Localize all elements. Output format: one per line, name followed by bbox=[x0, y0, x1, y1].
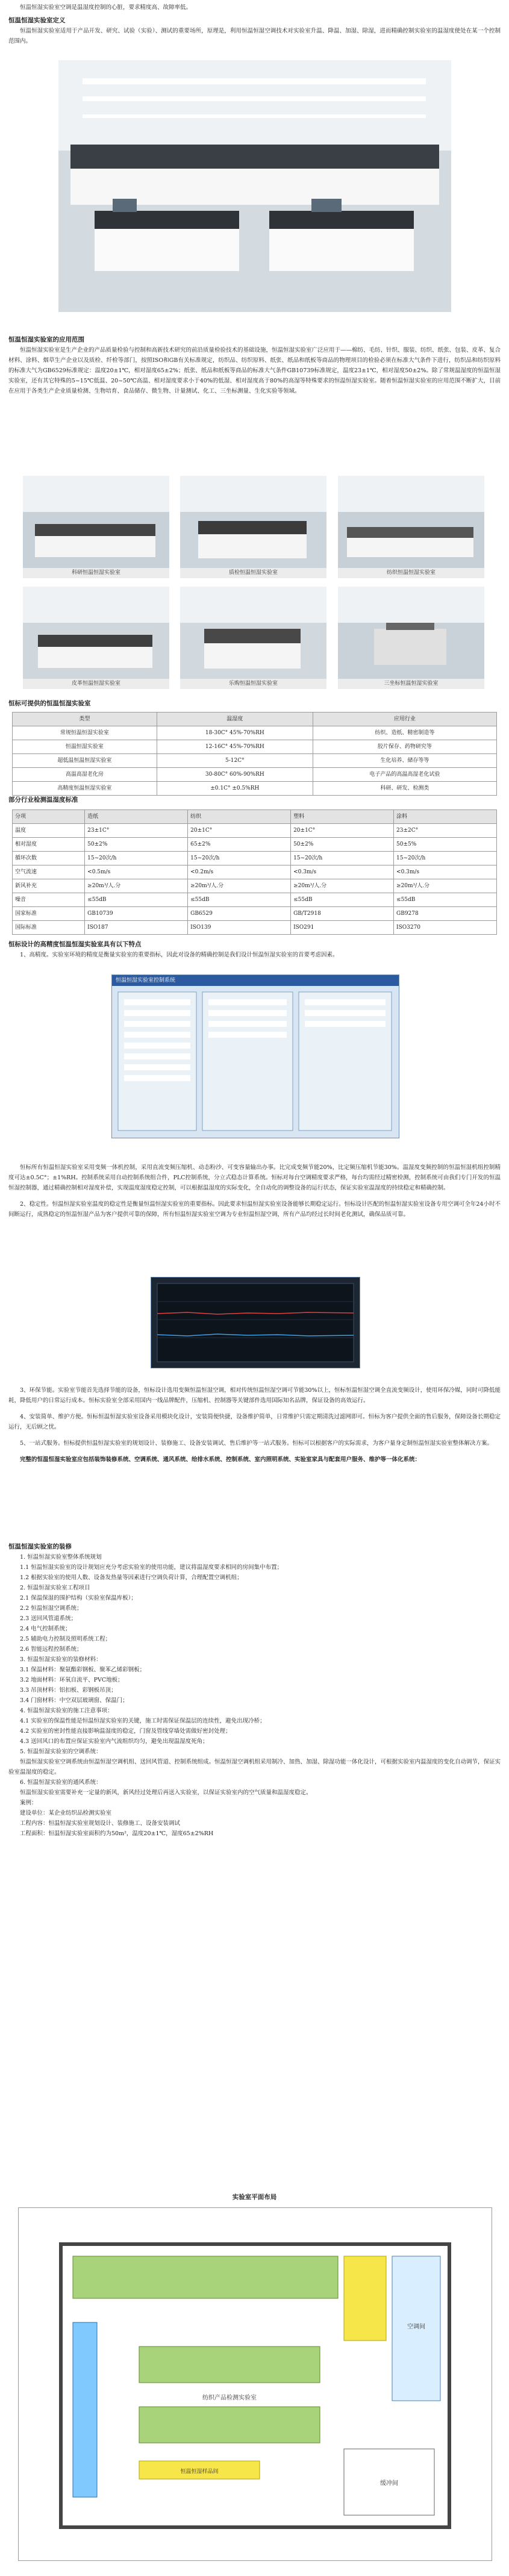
list-item: 2.2 恒温恒湿空调系统； bbox=[20, 1605, 83, 1612]
table-row: 高精度恒温恒湿实验室 ±0.1C° ±0.5%RH 科研、研发、检测类 bbox=[13, 782, 497, 796]
header-cell: 温湿度 bbox=[157, 713, 313, 726]
table-header-row bbox=[13, 713, 497, 726]
section-body: 恒温恒湿实验室是生产企业的产品质量检验与控制和高新技术研究的前沿质量检验技术的基础设施，恒温恒湿实验室广泛应用于——棉纺、毛纺、针织、服装、纺织、纸张、包装、皮革、复合材料、涂料、烟草生产企业以及质检、纤检等部门，按照ISO和GB有关标准规定，纺织品、纺织原料、纸张、纸品和纸板等商品的物理项目的检验必须在标准大气条件下进行，纺织品和纺织原料的标准大气为GB6529标准规定：温度20±1℃，相对湿度65±2%；纸张、纸品和纸板等商品的标准大气条件GB10739标准规定，温度23±1℃，相对湿度50±2%。除了常规温湿度的恒温恒湿实验室，还有其它特殊的5~15℃低温、20~50℃高温、相对湿度要求小于40%的低湿、相对湿度高于80%的高湿等特殊要求的恒温恒湿实验室。随着恒温恒湿实验室的应用范围不断扩大，目前在应用于各类生产企业质量检测、生物培育、食品储存、微生物、计量测试、化工、三坐标测量、生化实验等领域。 bbox=[8, 347, 501, 395]
table-row: 分项 造纸 纺织 塑料 涂料 bbox=[13, 810, 497, 824]
intro-paragraph: 恒温恒湿实验室空调是温湿度控制的心脏，要求精度高、故障率低。 bbox=[20, 4, 192, 11]
control-software-screenshot bbox=[111, 975, 399, 1138]
section-title: 恒温恒湿实验室的应用范围 bbox=[8, 336, 84, 343]
table-row: 超低温恒温恒湿实验室 5-12C° 生化培养、储存等等 bbox=[13, 754, 497, 768]
list-item: 恒温恒湿实验室空调系统由恒温恒湿空调机组、送回风管道、控制系统组成。恒温恒湿空调机组采用制冷、加热、加湿、除湿功能一体化设计，可根据实验室内温湿度的变化自动调节，保证实验室温湿度的稳定。 bbox=[8, 1759, 501, 1776]
list-item: 工程面积：恒温恒湿实验室面积约为50m²，温度20±1℃，湿度65±2%RH bbox=[20, 1830, 214, 1837]
standards-table-wrap bbox=[12, 809, 497, 935]
list-item: 案例： bbox=[20, 1800, 37, 1806]
list-item: 4.1 实验室的保温性能是恒温恒湿实验室的关键，施工时需保证保温层的连续性，避免出现冷桥； bbox=[20, 1718, 266, 1724]
room-label: 缓冲间 bbox=[380, 2480, 398, 2487]
table-row: 恒温恒湿实验室 12-16C° 45%-70%RH 胶片保存、药物研究等 bbox=[13, 740, 497, 754]
list-item: 工程内容：恒温恒湿实验室规划设计、装修施工、设备安装调试 bbox=[20, 1820, 181, 1827]
photo-caption: 乐购恒温恒湿实验室 bbox=[180, 679, 326, 689]
feature-paragraph: 恒标所有恒温恒湿实验室采用变频一体机控制，采用直流变频压缩机、动态粉沙、可变容量输出办事。比完成变频节能20%，比定频压缩机节能30%。温湿度变频控制的恒温恒湿机组控制精度可达±0.5C°；±1%RH。控制系统采用自动控制系统组合件，PLC控制系统，分立式稳态计算系统。恒标对每台空调精度要求严格，每台均需经过精密检测，控制系统可由我们专门开发的恒温恒湿控制器，通过精确控制相对湿度补偿，实现温度湿度稳定控制，可以根据温湿度的实际变化，全自动化的调整设备的运行状态，保证实验室温湿度的持续稳定和精确控制。 bbox=[8, 1164, 501, 1191]
table-row: 相对湿度 50±2% 65±2% 50±2% 50±5% bbox=[13, 838, 497, 852]
list-item: 1.2 根据实验室的使用人数、设备发热量等因素进行空调负荷计算，合理配置空调机组； bbox=[20, 1574, 243, 1581]
section-title: 恒标设计的高精度恒温恒湿实验室具有以下特点 bbox=[8, 941, 142, 948]
list-item: 恒温恒湿实验室需要补充一定量的新风，新风经过处理后再送入实验室，以保证实验室内的空气质量和温湿度稳定。 bbox=[20, 1789, 312, 1796]
list-item: 2. 恒温恒湿实验室工程项目 bbox=[20, 1585, 90, 1591]
section-features-body bbox=[8, 1162, 501, 1220]
table-row: 国家标准 GB10739 GB6529 GB/T2918 GB9278 bbox=[13, 907, 497, 921]
list-item: 建设单位：某企业纺织品检测实验室 bbox=[20, 1810, 112, 1817]
photo-caption: 纺织恒温恒湿实验室 bbox=[338, 568, 484, 578]
screenshot-titlebar: 恒温恒湿实验室控制系统 bbox=[112, 975, 399, 986]
plan-title: 实验室平面布局 bbox=[232, 2194, 277, 2201]
table-row: 高温高湿老化房 30-80C° 60%-90%RH 电子产品的高温高湿老化试验 bbox=[13, 768, 497, 782]
room-label: 纺织产品检测实验室 bbox=[202, 2395, 257, 2401]
hero-lab-photo bbox=[58, 60, 451, 312]
plan-title-wrap bbox=[8, 2192, 501, 2203]
list-item: 3.4 门窗材料：中空双层玻璃窗、保温门； bbox=[20, 1697, 128, 1704]
feature-paragraph: 3、环保节能。实验室节能首先选择节能的设备，恒标设计选用变频恒温恒湿空调，相对传统恒温恒湿空调可节能30%以上，恒标恒温恒湿空调全直流变频设计，使用环保冷媒，同时可降低能耗，降低用户的日常运行成本。恒标实验室全部采用国内一线品牌配件，压缩机、控制器等关键部件选用国际知名品牌，保证设备的高效运行。 bbox=[8, 1387, 501, 1404]
photo-quality-lab bbox=[180, 476, 326, 578]
list-item: 1.1 恒温恒湿实验室的设计规划应充分考虑实验室的使用功能，建议将温湿度要求相同的房间集中布置； bbox=[20, 1564, 283, 1571]
list-item: 4. 恒温恒湿实验室的施工注意事项： bbox=[20, 1707, 113, 1714]
table-row: 温度 23±1C° 20±1C° 20±1C° 23±2C° bbox=[13, 824, 497, 838]
table-row: 噪音 ≤55dB ≤55dB ≤55dB ≤55dB bbox=[13, 893, 497, 907]
section-definition bbox=[8, 16, 501, 46]
room-label: 空调间 bbox=[407, 2324, 425, 2330]
header-cell: 类型 bbox=[13, 713, 157, 726]
table-row: 空气流速 <0.5m/s <0.2m/s <0.3m/s <0.3m/s bbox=[13, 865, 497, 879]
feature-paragraph: 完整的恒温恒湿实验室应包括装饰装修系统、空调系统、通风系统、给排水系统、控制系统、室内照明系统、实验室家具与配套用户服务、维护等一体化系统： bbox=[20, 1456, 421, 1463]
table-row: 常规恒温恒湿实验室 18-30C° 45%-70%RH 纺织、造纸、精密制造等 bbox=[13, 726, 497, 740]
list-item: 6. 恒温恒湿实验室的通风系统： bbox=[20, 1779, 102, 1786]
list-item: 4.2 实验室的密封性能直接影响温湿度的稳定，门窗及管线穿墙处需做好密封处理； bbox=[20, 1728, 231, 1735]
photo-caption: 科研恒温恒湿实验室 bbox=[23, 568, 169, 578]
section-title: 部分行业检测温湿度标准 bbox=[8, 796, 78, 803]
section-features-more bbox=[8, 1385, 501, 1465]
section-body: 恒温恒湿实验室适用于产品开发、研究、试验（实验）、测试的重要场所，原理是，利用恒温恒湿空调技术对实验室升温、降温、加湿、除湿，进而精确控制实验室的温湿度使处在某一个控制范围内。 bbox=[8, 28, 501, 45]
types-table-wrap bbox=[12, 712, 497, 796]
types-table bbox=[12, 712, 497, 796]
list-item: 2.5 辅助电力控制及照明系统工程； bbox=[20, 1636, 111, 1642]
section-title: 恒温恒湿实验室的装修 bbox=[8, 1543, 72, 1550]
section-standards bbox=[8, 795, 501, 805]
photo-caption: 皮革恒温恒湿实验室 bbox=[23, 679, 169, 689]
section-title: 恒温恒湿实验室定义 bbox=[8, 17, 66, 24]
list-item: 3.2 地面材料：环氧自流平、PVC地板； bbox=[20, 1677, 123, 1683]
section-application bbox=[8, 335, 501, 396]
photo-cmm-lab bbox=[338, 587, 484, 689]
table-row: 新风补充 ≥20m³/人.分 ≥20m³/人.分 ≥20m³/人.分 ≥20m³/人.分 bbox=[13, 879, 497, 893]
photo-leather-lab bbox=[23, 587, 169, 689]
photo-research-lab bbox=[23, 476, 169, 578]
section-title: 恒标可提供的恒温恒湿实验室 bbox=[8, 700, 91, 707]
room-label: 恒温恒湿样品间 bbox=[180, 2469, 219, 2475]
list-item: 2.3 送回风管道系统； bbox=[20, 1615, 77, 1622]
table-row: 国际标准 ISO187 ISO139 ISO291 ISO3270 bbox=[13, 921, 497, 935]
feature-paragraph: 5、一站式服务。恒标提供恒温恒湿实验室的规划设计、装修施工、设备安装调试、售后维护等一站式服务。恒标可以根据客户的实际需求，为客户量身定制恒温恒湿实验室整体解决方案。 bbox=[20, 1440, 493, 1447]
list-item: 3.1 保温材料：聚氨酯彩钢板、聚苯乙烯彩钢板； bbox=[20, 1667, 146, 1673]
photo-caption: 三坐标恒温恒湿实验室 bbox=[338, 679, 484, 689]
list-item: 5. 恒温恒湿实验室的空调系统： bbox=[20, 1748, 102, 1755]
photo-lego-lab bbox=[180, 587, 326, 689]
list-item: 3. 恒温恒湿实验室的装修材料： bbox=[20, 1656, 102, 1663]
list-item: 2.1 保温保湿的围护结构（实验室保温库板）； bbox=[20, 1595, 137, 1601]
list-item: 2.6 智能远程控制系统； bbox=[20, 1646, 83, 1653]
feature-paragraph: 1、高精度。实验室环境的精度是衡量实验室的重要指标，因此对设备的精确控制是我们设计恒温恒湿实验室的首要考虑因素。 bbox=[20, 952, 339, 958]
curve-monitor-screenshot bbox=[151, 1277, 360, 1368]
section-decoration bbox=[8, 1542, 501, 1839]
list-item: 4.3 送回风口的布置应保证实验室内气流组织均匀，避免出现温湿度死角； bbox=[20, 1738, 208, 1745]
section-features bbox=[8, 940, 501, 960]
list-item: 3.3 吊顶材料：铝扣板、彩钢板吊顶； bbox=[20, 1687, 117, 1694]
feature-paragraph: 2、稳定性。恒温恒湿实验室温度的稳定性是衡量恒温恒湿实验室的重要指标。因此要求恒温恒湿实验室设备能够长期稳定运行。恒标设计匹配的恒温恒湿实验室设备专用空调可全年24小时不间断运行，成熟稳定的恒温恒湿产品为客户提供可靠的保障，所有恒温恒湿实验室空调为专业恒温恒湿空调，所有产品均经过长时间老化测试，确保品质可靠。 bbox=[8, 1201, 501, 1218]
photo-textile-lab bbox=[338, 476, 484, 578]
table-row: 循环次数 15~20次/h 15~20次/h 15~20次/h 15~20次/h bbox=[13, 852, 497, 865]
decoration-list bbox=[8, 1552, 501, 1839]
feature-paragraph: 4、安装简单、维护方便。恒标恒温恒湿实验室设备采用模块化设计，安装简便快捷，设备维护简单，日常维护只需定期清洗过滤网即可。恒标为客户提供全面的售后服务，保障设备长期稳定运行，无后顾之忧。 bbox=[8, 1414, 501, 1430]
list-item: 1. 恒温恒湿实验室整体系统规划 bbox=[20, 1554, 102, 1561]
section-types bbox=[8, 699, 501, 709]
header-cell: 应用行业 bbox=[313, 713, 496, 726]
list-item: 2.4 电气控制系统； bbox=[20, 1626, 71, 1632]
photo-caption: 质检恒温恒湿实验室 bbox=[180, 568, 326, 578]
standards-table bbox=[12, 809, 497, 935]
floor-plan bbox=[18, 2207, 492, 2561]
